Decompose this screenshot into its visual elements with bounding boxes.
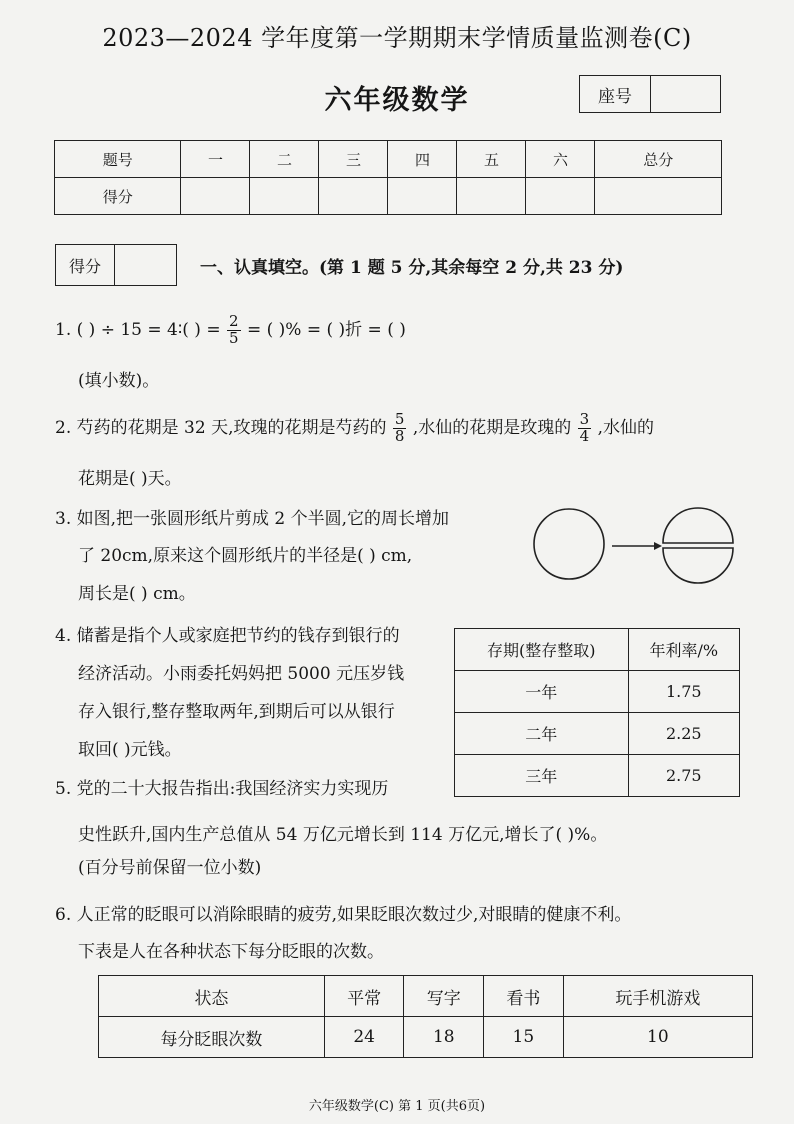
rate-value-cell: 1.75 — [628, 671, 739, 713]
q1-text-a: 1. ( ) ÷ 15 = 4∶( ) = — [55, 319, 221, 340]
score-header-cell: 总分 — [595, 141, 722, 178]
rate-value-cell: 2.25 — [628, 713, 739, 755]
section-score-label: 得分 — [56, 245, 115, 285]
circle-cut-diagram — [530, 505, 735, 585]
q2-text-b: ,水仙的花期是玫瑰的 — [412, 417, 572, 438]
arrow-icon — [654, 542, 662, 550]
blink-header-cell: 平常 — [324, 976, 404, 1017]
score-cell[interactable] — [595, 178, 722, 215]
score-header-cell: 五 — [457, 141, 526, 178]
score-cell[interactable] — [457, 178, 526, 215]
q2-frac2-numerator: 3 — [579, 410, 590, 428]
seat-number-box — [579, 75, 721, 113]
section-1-title: 一、认真填空。(第 1 题 5 分,其余每空 2 分,共 23 分) — [200, 258, 624, 278]
blink-header-cell: 写字 — [404, 976, 484, 1017]
blink-value-cell: 15 — [484, 1017, 564, 1058]
q2-frac1-numerator: 5 — [394, 410, 405, 428]
upper-semicircle-shape — [663, 508, 733, 543]
score-table — [54, 140, 722, 215]
score-header-cell: 三 — [319, 141, 388, 178]
question-4-line-4: 取回( )元钱。 — [78, 740, 182, 760]
q2-text-c: ,水仙的 — [597, 417, 654, 438]
page-footer: 六年级数学(C) 第 1 页(共6页) — [308, 1099, 486, 1114]
score-cell[interactable] — [181, 178, 250, 215]
blink-header-cell: 看书 — [484, 976, 564, 1017]
q1-text-b: = ( )% = ( )折 = ( ) — [246, 319, 406, 340]
q2-fraction-1 — [393, 412, 407, 445]
question-6-line-1: 6. 人正常的眨眼可以消除眼睛的疲劳,如果眨眼次数过少,对眼睛的健康不利。 — [55, 905, 632, 925]
score-cell[interactable] — [388, 178, 457, 215]
score-header-cell: 题号 — [55, 141, 181, 178]
blink-header-cell: 状态 — [99, 976, 325, 1017]
question-5-line-2: 史性跃升,国内生产总值从 54 万亿元增长到 114 万亿元,增长了( )%。 — [78, 825, 608, 845]
question-1-line-2: (填小数)。 — [78, 371, 160, 391]
blink-header-cell: 玩手机游戏 — [563, 976, 752, 1017]
whole-circle-shape — [534, 509, 604, 579]
q2-text-a: 2. 芍药的花期是 32 天,玫瑰的花期是芍药的 — [55, 417, 387, 438]
rate-term-cell: 一年 — [455, 671, 629, 713]
q2-fraction-2 — [578, 412, 592, 445]
question-4-line-3: 存入银行,整存整取两年,到期后可以从银行 — [78, 702, 395, 722]
blink-row-label: 每分眨眼次数 — [99, 1017, 325, 1058]
score-header-cell: 二 — [250, 141, 319, 178]
question-5-line-1: 5. 党的二十大报告指出:我国经济实力实现历 — [55, 779, 389, 799]
question-2-line-1 — [55, 412, 654, 445]
interest-rate-table — [454, 628, 740, 797]
score-header-cell: 四 — [388, 141, 457, 178]
q1-fraction — [227, 314, 241, 347]
seat-input[interactable] — [651, 76, 720, 112]
section-score-input[interactable] — [115, 245, 176, 285]
question-3-line-3: 周长是( ) cm。 — [78, 584, 196, 604]
score-cell[interactable] — [250, 178, 319, 215]
question-1-line-1 — [55, 314, 406, 347]
section-score-box — [55, 244, 177, 286]
score-row-label: 得分 — [55, 178, 181, 215]
score-cell[interactable] — [526, 178, 595, 215]
rate-term-cell: 二年 — [455, 713, 629, 755]
exam-title: 2023—2024 学年度第一学期期末学情质量监测卷(C) — [102, 24, 692, 52]
score-header-cell: 一 — [181, 141, 250, 178]
blink-rate-table — [98, 975, 753, 1058]
blink-value-cell: 10 — [563, 1017, 752, 1058]
q2-frac1-denominator: 8 — [394, 426, 405, 445]
blink-value-cell: 24 — [324, 1017, 404, 1058]
q1-frac-denominator: 5 — [229, 328, 239, 347]
question-4-line-2: 经济活动。小雨委托妈妈把 5000 元压岁钱 — [78, 664, 405, 684]
question-6-line-2: 下表是人在各种状态下每分眨眼的次数。 — [78, 942, 384, 962]
score-cell[interactable] — [319, 178, 388, 215]
question-3-line-1: 3. 如图,把一张圆形纸片剪成 2 个半圆,它的周长增加 — [55, 509, 450, 529]
question-3-line-2: 了 20cm,原来这个圆形纸片的半径是( ) cm, — [78, 546, 413, 566]
rate-value-cell: 2.75 — [628, 755, 739, 797]
q1-frac-numerator: 2 — [229, 312, 239, 330]
question-4-line-1: 4. 储蓄是指个人或家庭把节约的钱存到银行的 — [55, 626, 400, 646]
subject-title: 六年级数学 — [324, 85, 470, 116]
question-5-line-3: (百分号前保留一位小数) — [78, 858, 262, 878]
blink-value-cell: 18 — [404, 1017, 484, 1058]
seat-label: 座号 — [580, 76, 651, 112]
score-header-cell: 六 — [526, 141, 595, 178]
rate-header-rate: 年利率/% — [628, 629, 739, 671]
rate-header-term: 存期(整存整取) — [455, 629, 629, 671]
lower-semicircle-shape — [663, 548, 733, 583]
q2-frac2-denominator: 4 — [579, 426, 590, 445]
rate-term-cell: 三年 — [455, 755, 629, 797]
question-2-line-2: 花期是( )天。 — [78, 469, 182, 489]
